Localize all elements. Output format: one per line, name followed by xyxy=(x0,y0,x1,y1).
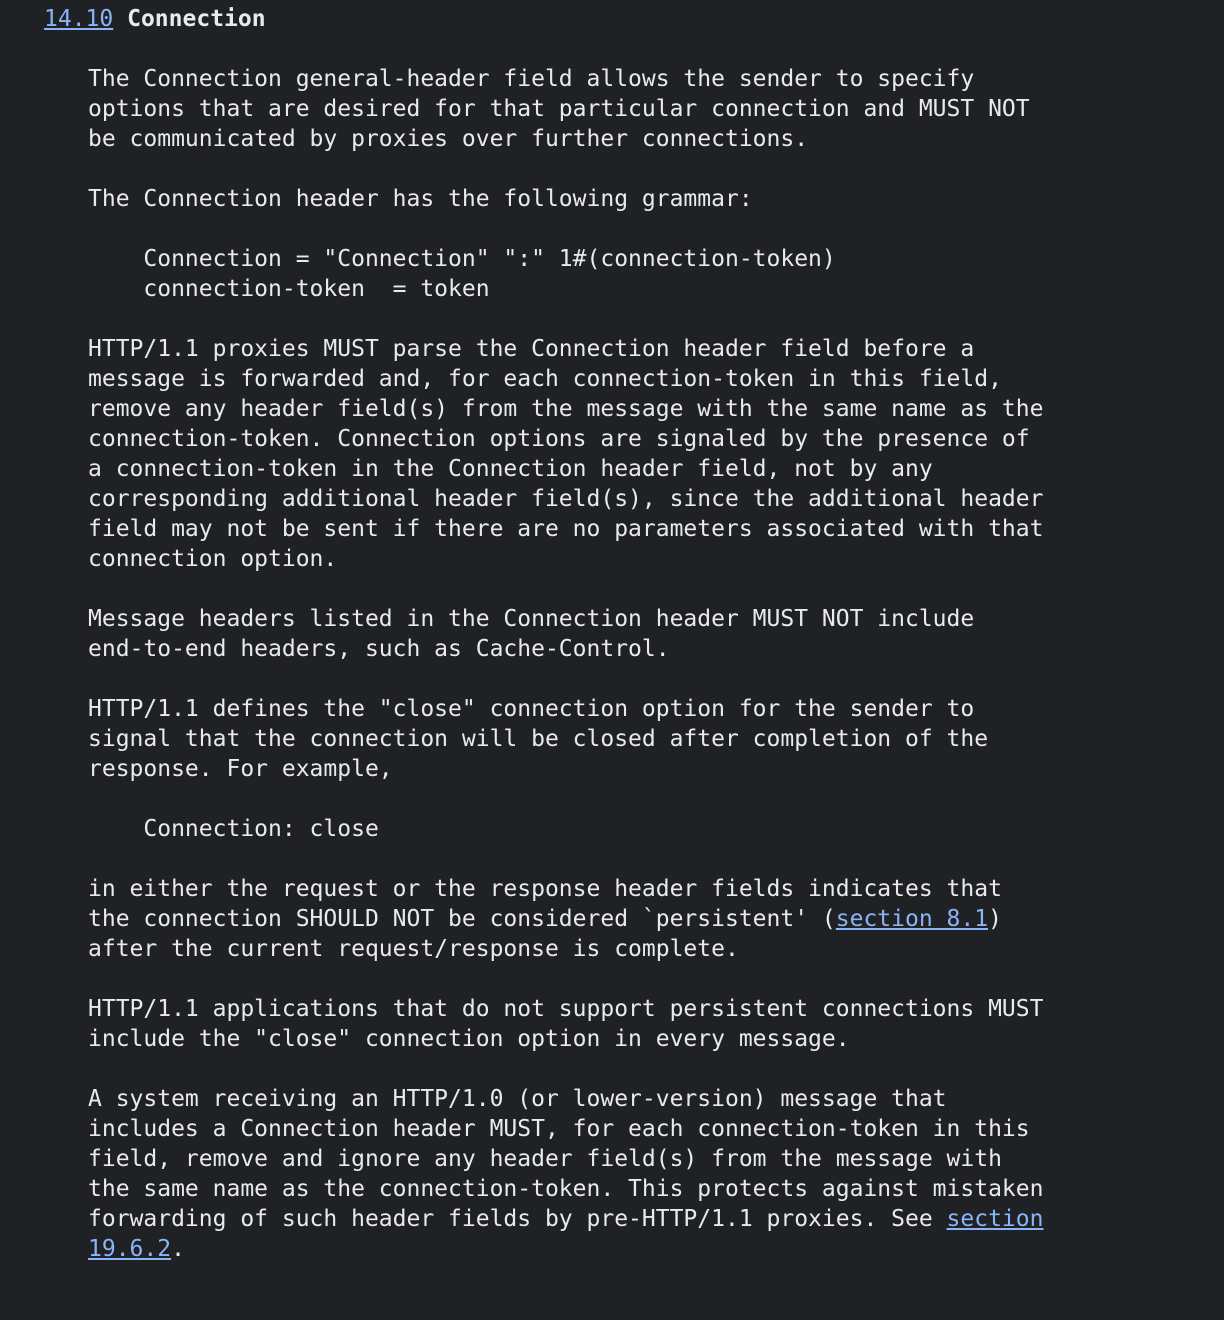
paragraph-grammar-intro: The Connection header has the following grammar: xyxy=(88,186,753,212)
section-8-1-link[interactable]: section 8.1 xyxy=(835,906,989,932)
paragraph-message-headers: Message headers listed in the Connection header MUST NOT include end-to-end headers, such as Cache-Control. xyxy=(88,606,975,662)
paragraph-intro: The Connection general-header field allows the sender to specify options that are desired for that particular connection and MUST NOT be communicated by proxies over further connections. xyxy=(88,66,1030,152)
paragraph-http10-text-a: A system receiving an HTTP/1.0 (or lower-version) message that includes a Connection header MUST, for each connection-token in this field, remove and ignore any header field(s) from the message with the same name as the connection-token. This protects against mistaken forwarding of such header fields by pre-HTTP/1.1 proxies. See xyxy=(88,1086,1044,1232)
section-19-6-2-link-part1[interactable]: section xyxy=(946,1206,1044,1232)
paragraph-persistent xyxy=(88,874,1043,964)
section-number-link[interactable]: 14.10 xyxy=(44,6,114,32)
paragraph-http10 xyxy=(88,1084,1043,1264)
section-title: Connection xyxy=(127,6,266,32)
example-block: Connection: close xyxy=(88,816,379,842)
paragraph-close-option: HTTP/1.1 defines the "close" connection option for the sender to signal that the connection will be closed after completion of the response. For example, xyxy=(88,696,989,782)
paragraph-http10-text-b: . xyxy=(171,1236,185,1262)
paragraph-proxies: HTTP/1.1 proxies MUST parse the Connection header field before a message is forwarded and, for each connection-token in this field, remove any header field(s) from the message with the same name as the connection-token. Connection options are signaled by the presence of a connection-token in the Connection header field, not by any corresponding additional header field(s), since the additional header field may not be sent if there are no parameters associated with that connection option. xyxy=(88,336,1044,572)
section-heading xyxy=(44,4,266,34)
paragraph-persistent-text-a: in either the request or the response header fields indicates that the connection SHOULD NOT be considered `persistent' ( xyxy=(88,876,1002,932)
grammar-block: Connection = "Connection" ":" 1#(connection-token) connection-token = token xyxy=(143,246,836,302)
section-body xyxy=(88,64,1043,1264)
section-19-6-2-link-part2[interactable]: 19.6.2 xyxy=(88,1236,172,1262)
paragraph-persistent-text-b: ) after the current request/response is complete. xyxy=(88,906,1002,962)
paragraph-applications: HTTP/1.1 applications that do not support persistent connections MUST include the "close" connection option in every message. xyxy=(88,996,1044,1052)
